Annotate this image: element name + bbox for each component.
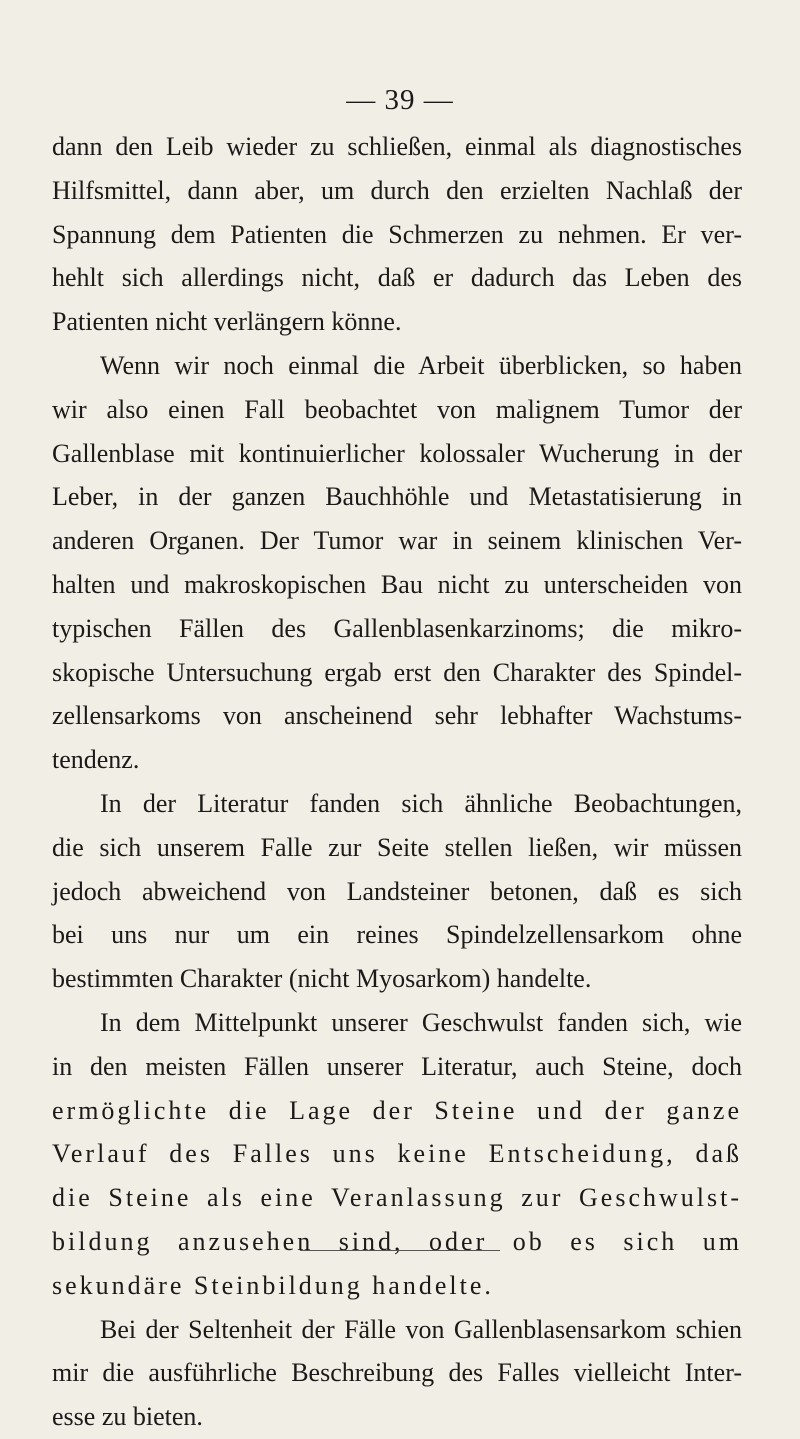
text-line: Hilfsmittel, dann aber, um durch den erzielten Nachlaß der <box>52 175 742 205</box>
body-text <box>52 125 742 1439</box>
text-line: bei uns nur um ein reines Spindelzellensarkom ohne <box>52 920 742 950</box>
text-line: in den meisten Fällen unserer Literatur, auch Steine, doch <box>52 1051 742 1081</box>
text-line: skopische Untersuchung ergab erst den Charakter des Spindel- <box>52 657 742 687</box>
text-line: ermöglichte die Lage der Steine und der ganze <box>52 1095 742 1125</box>
text-line: Wenn wir noch einmal die Arbeit überblicken, so haben <box>100 350 742 380</box>
page-number: — 39 — <box>346 84 454 116</box>
paragraph <box>52 125 742 344</box>
text-line: die Steine als eine Veranlassung zur Geschwulst- <box>52 1183 742 1213</box>
text-line: jedoch abweichend von Landsteiner betonen, daß es sich <box>52 876 742 906</box>
text-line: bestimmten Charakter (nicht Myosarkom) handelte. <box>52 964 592 994</box>
paragraph <box>52 344 742 782</box>
paragraph <box>52 1001 742 1308</box>
text-line: wir also einen Fall beobachtet von malignem Tumor der <box>52 394 742 424</box>
text-line: bildung anzusehen sind, oder ob es sich um <box>52 1226 742 1256</box>
text-line: Gallenblase mit kontinuierlicher kolossaler Wucherung in der <box>52 438 742 468</box>
text-line: In dem Mittelpunkt unserer Geschwulst fanden sich, wie <box>100 1007 742 1037</box>
text-line: In der Literatur fanden sich ähnliche Beobachtungen, <box>100 788 742 818</box>
text-line: esse zu bieten. <box>52 1402 203 1432</box>
text-line: mir die ausführliche Beschreibung des Falles vielleicht Inter- <box>52 1358 742 1388</box>
text-line: hehlt sich allerdings nicht, daß er dadurch das Leben des <box>52 263 742 293</box>
text-line: Leber, in der ganzen Bauchhöhle und Metastatisierung in <box>52 482 742 512</box>
text-line: Spannung dem Patienten die Schmerzen zu nehmen. Er ver- <box>52 219 742 249</box>
text-line: zellensarkoms von anscheinend sehr lebhafter Wachstums- <box>52 701 742 731</box>
end-rule <box>300 1250 500 1251</box>
text-line: die sich unserem Falle zur Seite stellen ließen, wir müssen <box>52 832 742 862</box>
paragraph <box>52 782 742 1001</box>
text-line: anderen Organen. Der Tumor war in seinem klinischen Ver- <box>52 526 742 556</box>
text-line: Patienten nicht verlängern könne. <box>52 307 402 337</box>
text-line: halten und makroskopischen Bau nicht zu unterscheiden von <box>52 569 742 599</box>
text-line: typischen Fällen des Gallenblasenkarzinoms; die mikro- <box>52 613 742 643</box>
text-line: tendenz. <box>52 745 140 775</box>
paragraph <box>52 1308 742 1439</box>
text-line: Bei der Seltenheit der Fälle von Gallenblasensarkom schien <box>100 1314 742 1344</box>
text-line: sekundäre Steinbildung handelte. <box>52 1270 494 1300</box>
text-line: Verlauf des Falles uns keine Entscheidung, daß <box>52 1139 742 1169</box>
text-line: dann den Leib wieder zu schließen, einmal als diagnostisches <box>52 132 742 161</box>
